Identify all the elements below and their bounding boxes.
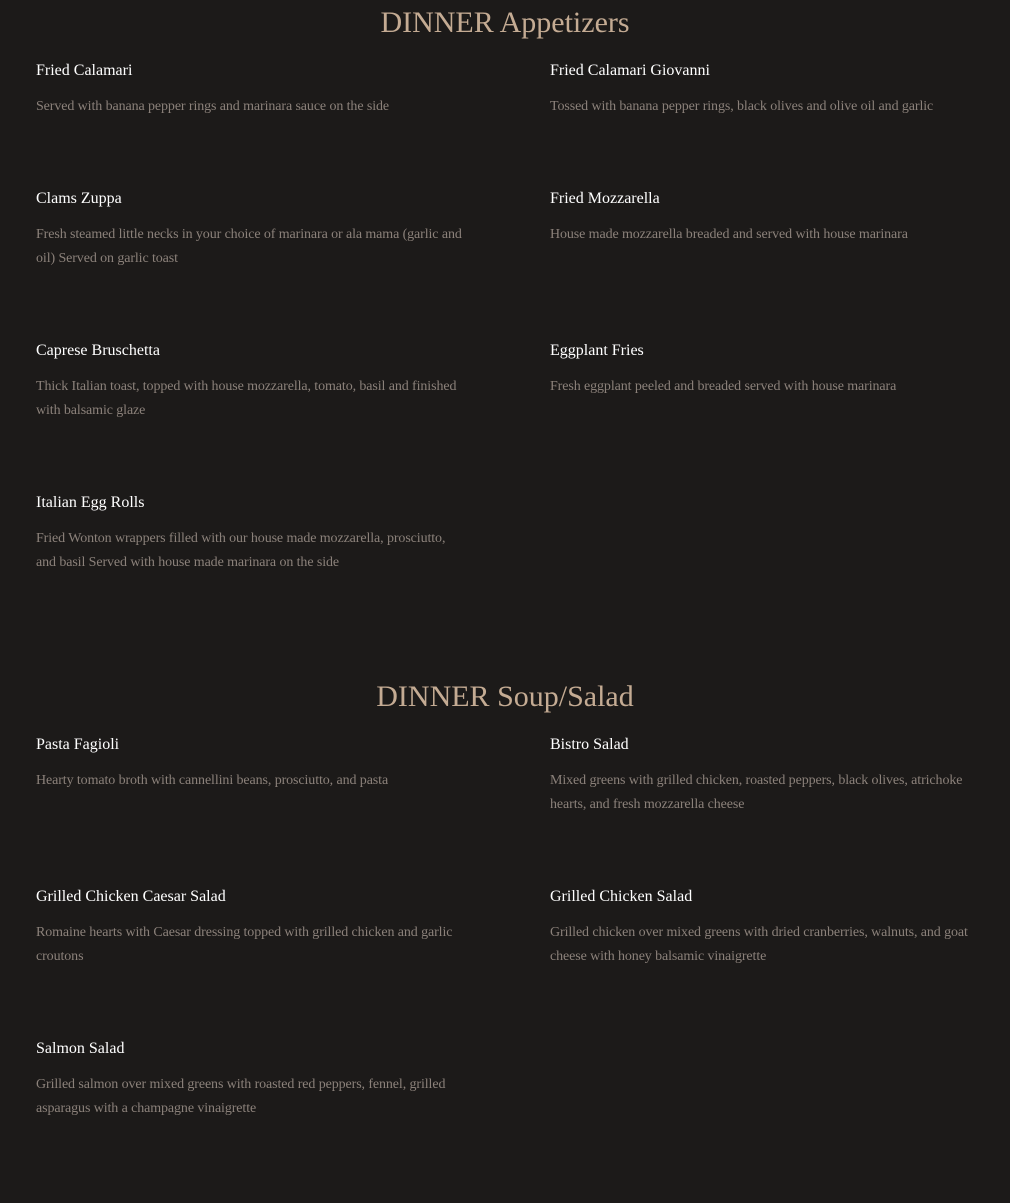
menu-item-salmon-salad — [36, 1039, 466, 1121]
menu-item-description: Tossed with banana pepper rings, black olives and olive oil and garlic — [550, 99, 934, 114]
menu-item-italian-egg-rolls — [36, 493, 466, 575]
menu-item-name: Bistro Salad — [550, 736, 629, 753]
menu-item-name: Eggplant Fries — [550, 342, 644, 359]
menu-item-pasta-fagioli — [36, 735, 466, 793]
menu-item-description: Fried Wonton wrappers filled with our house made mozzarella, prosciutto, and basil Served with house made marinara on the side — [36, 531, 446, 570]
menu-item-fried-calamari-giovanni — [550, 61, 980, 119]
menu-item-clams-zuppa — [36, 189, 466, 271]
menu-item-fried-calamari — [36, 61, 466, 119]
menu-item-grilled-chicken-salad — [550, 887, 980, 969]
menu-item-bistro-salad — [550, 735, 980, 817]
menu-item-description: Served with banana pepper rings and marinara sauce on the side — [36, 99, 390, 114]
menu-item-name: Fried Calamari — [36, 62, 133, 79]
menu-item-name: Pasta Fagioli — [36, 736, 120, 753]
menu-item-description: Mixed greens with grilled chicken, roasted peppers, black olives, atrichoke hearts, and fresh mozzarella cheese — [550, 773, 963, 812]
menu-item-caprese-bruschetta — [36, 341, 466, 423]
menu-item-name: Grilled Chicken Caesar Salad — [36, 888, 226, 905]
menu-item-name: Fried Mozzarella — [550, 190, 660, 207]
menu-item-fried-mozzarella — [550, 189, 980, 247]
menu-item-description: House made mozzarella breaded and served with house marinara — [550, 227, 908, 242]
menu-item-name: Grilled Chicken Salad — [550, 888, 693, 905]
menu-item-description: Fresh steamed little necks in your choice of marinara or ala mama (garlic and oil) Served on garlic toast — [36, 227, 462, 266]
section-title-appetizers: DINNER Appetizers — [380, 6, 630, 39]
menu-item-description: Thick Italian toast, topped with house mozzarella, tomato, basil and finished with balsamic glaze — [36, 379, 457, 418]
menu-item-description: Fresh eggplant peeled and breaded served with house marinara — [550, 379, 897, 394]
menu-item-description: Grilled salmon over mixed greens with roasted red peppers, fennel, grilled asparagus with a champagne vinaigrette — [36, 1077, 446, 1116]
menu-item-name: Italian Egg Rolls — [36, 494, 145, 511]
section-title-soup-salad: DINNER Soup/Salad — [376, 680, 634, 713]
menu-item-name: Fried Calamari Giovanni — [550, 62, 710, 79]
menu-item-name: Salmon Salad — [36, 1040, 125, 1057]
menu-item-description: Hearty tomato broth with cannellini beans, prosciutto, and pasta — [36, 773, 389, 788]
menu-item-eggplant-fries — [550, 341, 980, 399]
menu-item-description: Grilled chicken over mixed greens with dried cranberries, walnuts, and goat cheese with honey balsamic vinaigrette — [550, 925, 968, 964]
menu-item-grilled-chicken-caesar-salad — [36, 887, 466, 969]
menu-item-name: Clams Zuppa — [36, 190, 122, 207]
menu-item-description: Romaine hearts with Caesar dressing topped with grilled chicken and garlic croutons — [36, 925, 453, 964]
menu-item-name: Caprese Bruschetta — [36, 342, 160, 359]
